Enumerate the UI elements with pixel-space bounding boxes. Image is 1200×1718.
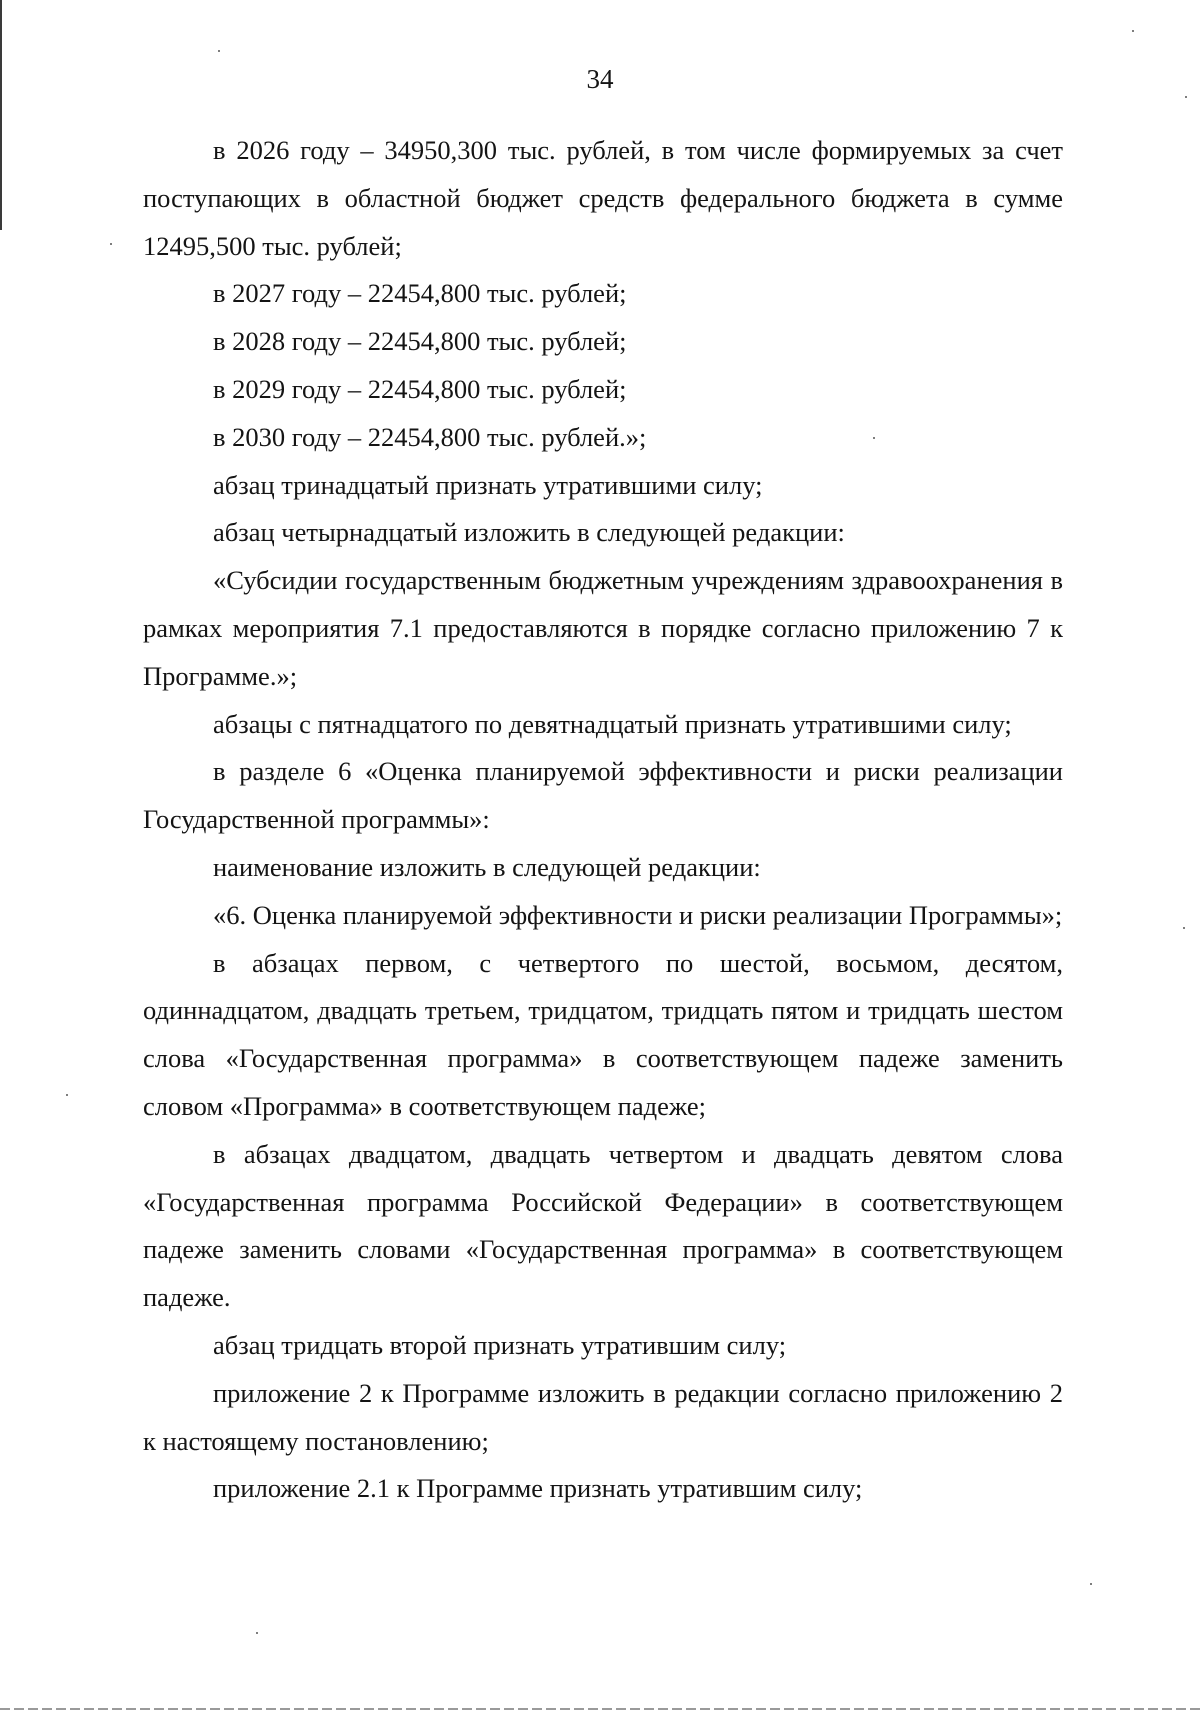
scan-speck: [66, 1094, 68, 1096]
paragraph-budget-2027: в 2027 году – 22454,800 тыс. рублей;: [213, 278, 627, 309]
scan-speck: [218, 50, 220, 52]
paragraph-word-replace-1: в абзацах первом, с четвертого по шестой, восьмом, десятом, одиннадцатом, двадцать третьем, тридцатом, тридцать пятом и тридцать шестом слова «Государственная программа» в соответствующем падеже заменить словом «Программа» в соответствующем падеже;: [143, 947, 1063, 1121]
scan-left-edge: [0, 0, 2, 230]
paragraph-14-amend: абзац четырнадцатый изложить в следующей редакции:: [213, 517, 845, 548]
scan-speck: [1183, 927, 1185, 929]
scan-speck: [256, 1632, 258, 1634]
scan-speck: [873, 437, 875, 439]
paragraph-section-6-title: «6. Оценка планируемой эффективности и риски реализации Программы»;: [213, 899, 1063, 930]
document-body: [143, 127, 1063, 1513]
paragraph-section-6: в разделе 6 «Оценка планируемой эффективности и риски реализации Государственной программы»:: [143, 756, 1063, 835]
scan-speck: [1185, 96, 1187, 98]
paragraph-budget-2028: в 2028 году – 22454,800 тыс. рублей;: [213, 326, 627, 357]
page-number: 34: [586, 64, 614, 94]
paragraph-15-19-repeal: абзацы с пятнадцатого по девятнадцатый признать утратившими силу;: [213, 708, 1012, 739]
paragraph-32-repeal: абзац тридцать второй признать утратившим силу;: [213, 1329, 787, 1360]
scan-speck: [1132, 30, 1134, 32]
paragraph-appendix-2: приложение 2 к Программе изложить в редакции согласно приложению 2 к настоящему постановлению;: [143, 1377, 1063, 1456]
paragraph-title-amend: наименование изложить в следующей редакции:: [213, 851, 761, 882]
paragraph-budget-2026: в 2026 году – 34950,300 тыс. рублей, в том числе формируемых за счет поступающих в областной бюджет средств федерального бюджета в сумме 12495,500 тыс. рублей;: [143, 135, 1063, 261]
paragraph-appendix-2-1: приложение 2.1 к Программе признать утратившим силу;: [213, 1473, 863, 1504]
paragraph-13-repeal: абзац тринадцатый признать утратившими силу;: [213, 469, 763, 500]
paragraph-budget-2029: в 2029 году – 22454,800 тыс. рублей;: [213, 373, 627, 404]
scan-bottom-edge: [0, 1708, 1200, 1710]
paragraph-subsidies: «Субсидии государственным бюджетным учреждениям здравоохранения в рамках мероприятия 7.1 предоставляются в порядке согласно приложению 7 к Программе.»;: [143, 565, 1063, 691]
scan-speck: [1090, 1583, 1092, 1585]
scan-speck: [110, 243, 112, 245]
paragraph-word-replace-2: в абзацах двадцатом, двадцать четвертом и двадцать девятом слова «Государственная программа Российской Федерации» в соответствующем падеже заменить словами «Государственная программа» в соответствующем падеже.: [143, 1138, 1063, 1313]
paragraph-budget-2030: в 2030 году – 22454,800 тыс. рублей.»;: [213, 421, 647, 452]
